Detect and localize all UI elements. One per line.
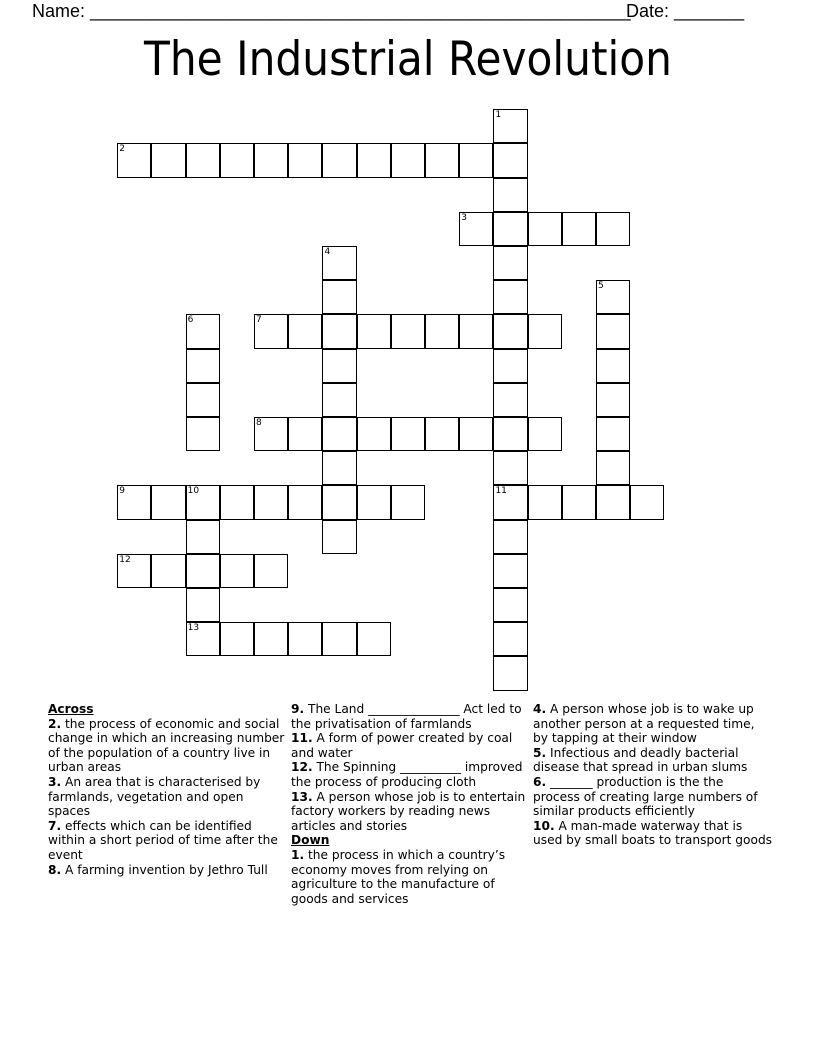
grid-cell[interactable] [425, 143, 459, 177]
grid-cell[interactable] [322, 246, 356, 280]
clue-number: 2 [119, 144, 125, 155]
grid-cell[interactable] [357, 143, 391, 177]
grid-cell[interactable] [186, 588, 220, 622]
grid-cell[interactable] [528, 417, 562, 451]
grid-cell[interactable] [322, 383, 356, 417]
clue-column-1 [48, 702, 288, 877]
grid-cell[interactable] [596, 383, 630, 417]
clue-number: 13 [187, 623, 200, 634]
grid-cell[interactable] [186, 417, 220, 451]
grid-cell[interactable] [596, 349, 630, 383]
grid-cell[interactable] [117, 554, 151, 588]
grid-cell[interactable] [151, 485, 185, 519]
grid-cell[interactable] [254, 622, 288, 656]
grid-cell[interactable] [493, 349, 527, 383]
grid-cell[interactable] [493, 143, 527, 177]
clue-across: 9. The Land _______________ Act led to the privatisation of farmlands [291, 702, 522, 731]
grid-cell[interactable] [596, 485, 630, 519]
clue-down: 5. Infectious and deadly bacterial disease that spread in urban slums [533, 745, 748, 775]
grid-cell[interactable] [493, 485, 527, 519]
grid-cell[interactable] [459, 212, 493, 246]
grid-cell[interactable] [493, 178, 527, 212]
grid-cell[interactable] [493, 417, 527, 451]
clue-number: 11 [495, 486, 507, 497]
grid-cell[interactable] [391, 143, 425, 177]
grid-cell[interactable] [186, 485, 220, 519]
grid-cell[interactable] [186, 383, 220, 417]
grid-cell[interactable] [596, 417, 630, 451]
grid-cell[interactable] [493, 280, 527, 314]
clue-down: 1. the process in which a country’s economy moves from relying on agriculture to the manufacture of goods and services [291, 847, 506, 906]
grid-cell[interactable] [151, 554, 185, 588]
grid-cell[interactable] [357, 485, 391, 519]
grid-cell[interactable] [630, 485, 664, 519]
grid-cell[interactable] [459, 143, 493, 177]
grid-cell[interactable] [186, 520, 220, 554]
grid-cell[interactable] [391, 417, 425, 451]
clue-across: 7. effects which can be identified within a short period of time after the event [48, 818, 278, 862]
clue-number: 4 [324, 247, 331, 258]
clue-down: 10. A man-made waterway that is used by small boats to transport goods [533, 818, 773, 848]
grid-cell[interactable] [391, 314, 425, 348]
grid-cell[interactable] [596, 212, 630, 246]
grid-cell[interactable] [322, 520, 356, 554]
name-field[interactable]: Name: ______________________________________________________ [32, 1, 631, 21]
grid-cell[interactable] [528, 212, 562, 246]
clue-across: 12. The Spinning __________ improved the process of producing cloth [291, 760, 523, 789]
grid-cell[interactable] [186, 143, 220, 177]
page-title: The Industrial Revolution [144, 32, 672, 87]
grid-cell[interactable] [357, 417, 391, 451]
grid-cell[interactable] [186, 349, 220, 383]
grid-cell[interactable] [528, 314, 562, 348]
clue-down: 6. _______ production is the the process of creating large numbers of similar products efficiently [533, 774, 758, 819]
clue-number: 1 [495, 110, 502, 121]
clue-across: 11. A form of power created by coal and water [291, 731, 513, 760]
grid-cell[interactable] [493, 314, 527, 348]
grid-cell[interactable] [493, 554, 527, 588]
clue-across: 2. the process of economic and social change in which an increasing number of the population of a country live in urban areas [48, 716, 285, 775]
grid-cell[interactable] [117, 143, 151, 177]
clue-number: 9 [119, 486, 125, 497]
grid-cell[interactable] [493, 656, 527, 690]
grid-cell[interactable] [288, 417, 322, 451]
clue-number: 10 [187, 486, 200, 497]
grid-cell[interactable] [322, 622, 356, 656]
grid-cell[interactable] [493, 451, 527, 485]
grid-cell[interactable] [288, 314, 322, 348]
grid-cell[interactable] [322, 417, 356, 451]
clue-number: 8 [256, 418, 262, 429]
grid-cell[interactable] [493, 212, 527, 246]
grid-cell[interactable] [186, 314, 220, 348]
date-field[interactable]: Date: _______ [626, 1, 745, 21]
grid-cell[interactable] [357, 622, 391, 656]
grid-cell[interactable] [220, 622, 254, 656]
grid-cell[interactable] [596, 314, 630, 348]
grid-cell[interactable] [186, 554, 220, 588]
grid-cell[interactable] [357, 314, 391, 348]
grid-cell[interactable] [220, 485, 254, 519]
grid-cell[interactable] [493, 588, 527, 622]
grid-cell[interactable] [596, 280, 630, 314]
grid-cell[interactable] [254, 314, 288, 348]
across-heading: Across [48, 702, 94, 716]
clue-across: 3. An area that is characterised by farmlands, vegetation and open spaces [48, 774, 261, 819]
clue-number: 7 [256, 315, 262, 326]
grid-cell[interactable] [254, 485, 288, 519]
grid-cell[interactable] [459, 314, 493, 348]
clue-across: 8. A farming invention by Jethro Tull [48, 862, 268, 877]
clue-across: 13. A person whose job is to entertain factory workers by reading news articles and stories [291, 789, 526, 833]
grid-cell[interactable] [288, 622, 322, 656]
grid-cell[interactable] [425, 314, 459, 348]
grid-cell[interactable] [425, 417, 459, 451]
grid-cell[interactable] [493, 520, 527, 554]
grid-cell[interactable] [391, 485, 425, 519]
grid-cell[interactable] [220, 143, 254, 177]
grid-cell[interactable] [151, 143, 185, 177]
grid-cell[interactable] [493, 246, 527, 280]
grid-cell[interactable] [493, 622, 527, 656]
grid-cell[interactable] [288, 143, 322, 177]
clue-number: 5 [598, 281, 604, 292]
grid-cell[interactable] [254, 417, 288, 451]
grid-cell[interactable] [528, 485, 562, 519]
clue-down: 4. A person whose job is to wake up another person at a requested time, by tapping at their window [533, 702, 755, 746]
grid-cell[interactable] [117, 485, 151, 519]
down-heading: Down [291, 833, 330, 848]
grid-cell[interactable] [322, 143, 356, 177]
grid-cell[interactable] [596, 451, 630, 485]
grid-cell[interactable] [186, 622, 220, 656]
grid-cell[interactable] [322, 485, 356, 519]
grid-cell[interactable] [562, 485, 596, 519]
grid-cell[interactable] [322, 349, 356, 383]
grid-cell[interactable] [254, 554, 288, 588]
grid-cell[interactable] [459, 417, 493, 451]
grid-cell[interactable] [493, 383, 527, 417]
grid-cell[interactable] [322, 314, 356, 348]
clue-number: 6 [187, 315, 194, 326]
clue-column-2 [291, 702, 531, 906]
grid-cell[interactable] [254, 143, 288, 177]
clue-number: 12 [119, 554, 131, 565]
clue-column-3 [533, 702, 773, 848]
grid-cell[interactable] [562, 212, 596, 246]
clue-number: 3 [461, 212, 467, 223]
grid-cell[interactable] [493, 109, 527, 143]
grid-cell[interactable] [322, 280, 356, 314]
grid-cell[interactable] [288, 485, 322, 519]
grid-cell[interactable] [322, 451, 356, 485]
grid-cell[interactable] [220, 554, 254, 588]
